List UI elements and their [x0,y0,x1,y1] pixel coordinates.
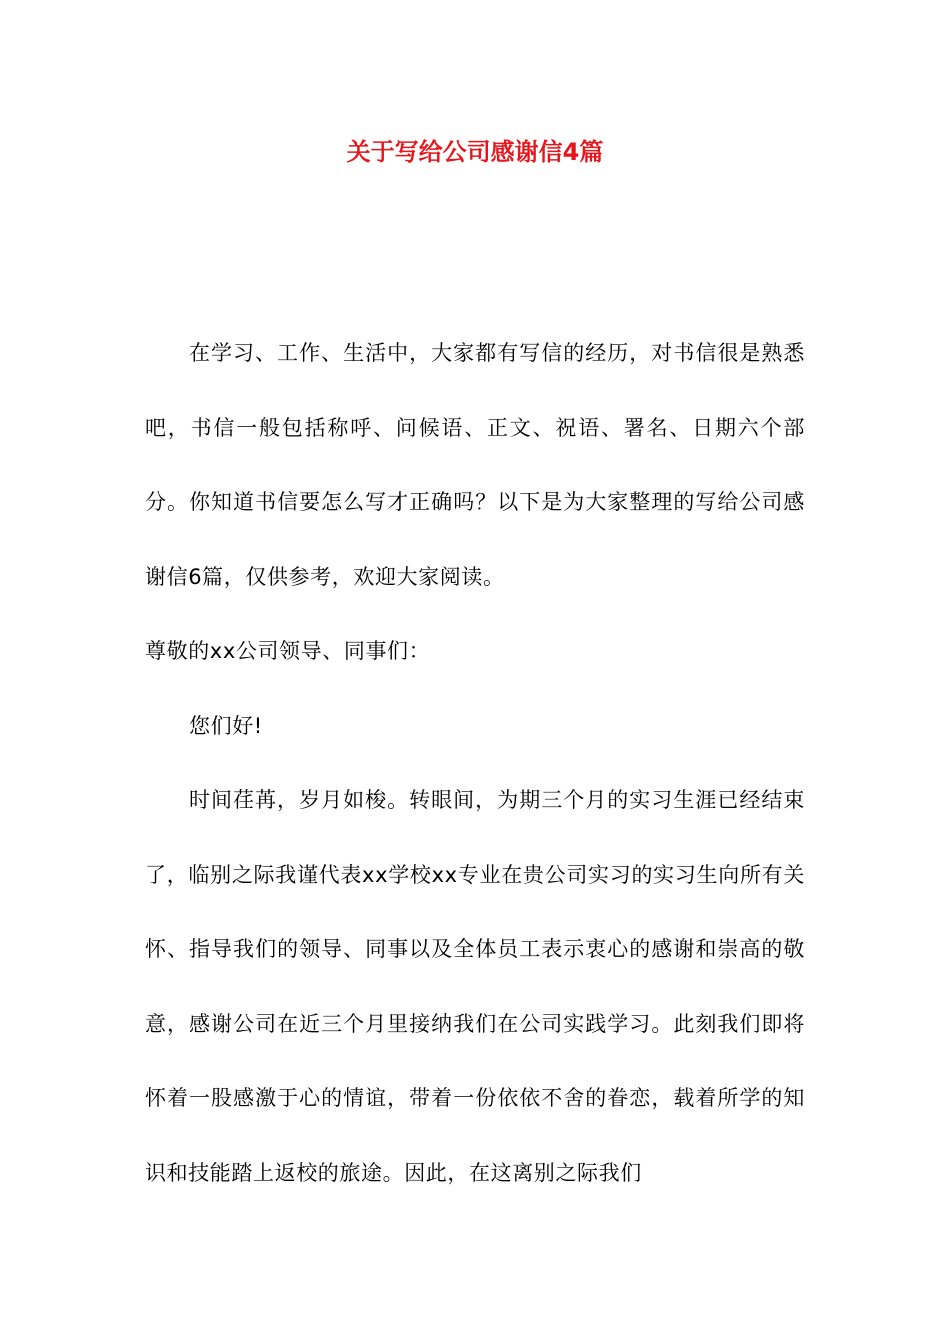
document-title: 关于写给公司感谢信4篇 [346,138,604,166]
body-paragraph: 时间荏苒，岁月如梭。转眼间，为期三个月的实习生涯已经结束了，临别之际我谨代表xx学校xx专业在贵公司实习的实习生向所有关怀、指导我们的领导、同事以及全体员工表示衷心的感谢和崇高的敬意，感谢公司在近三个月里接纳我们在公司实践学习。此刻我们即将怀着一股感激于心的情谊，带着一份依依不舍的眷恋，载着所学的知识和技能踏上返校的旅途。因此，在这离别之际我们 [145,788,805,1185]
greeting-paragraph: 您们好! [189,713,263,738]
intro-paragraph: 在学习、工作、生活中，大家都有写信的经历，对书信很是熟悉吧，书信一般包括称呼、问候语、正文、祝语、署名、日期六个部分。你知道书信要怎么写才正确吗？以下是为大家整理的写给公司感谢信6篇，仅供参考，欢迎大家阅读。 [145,341,805,589]
document-body [145,316,805,1210]
salutation-paragraph: 尊敬的xx公司领导、同事们： [145,639,431,663]
